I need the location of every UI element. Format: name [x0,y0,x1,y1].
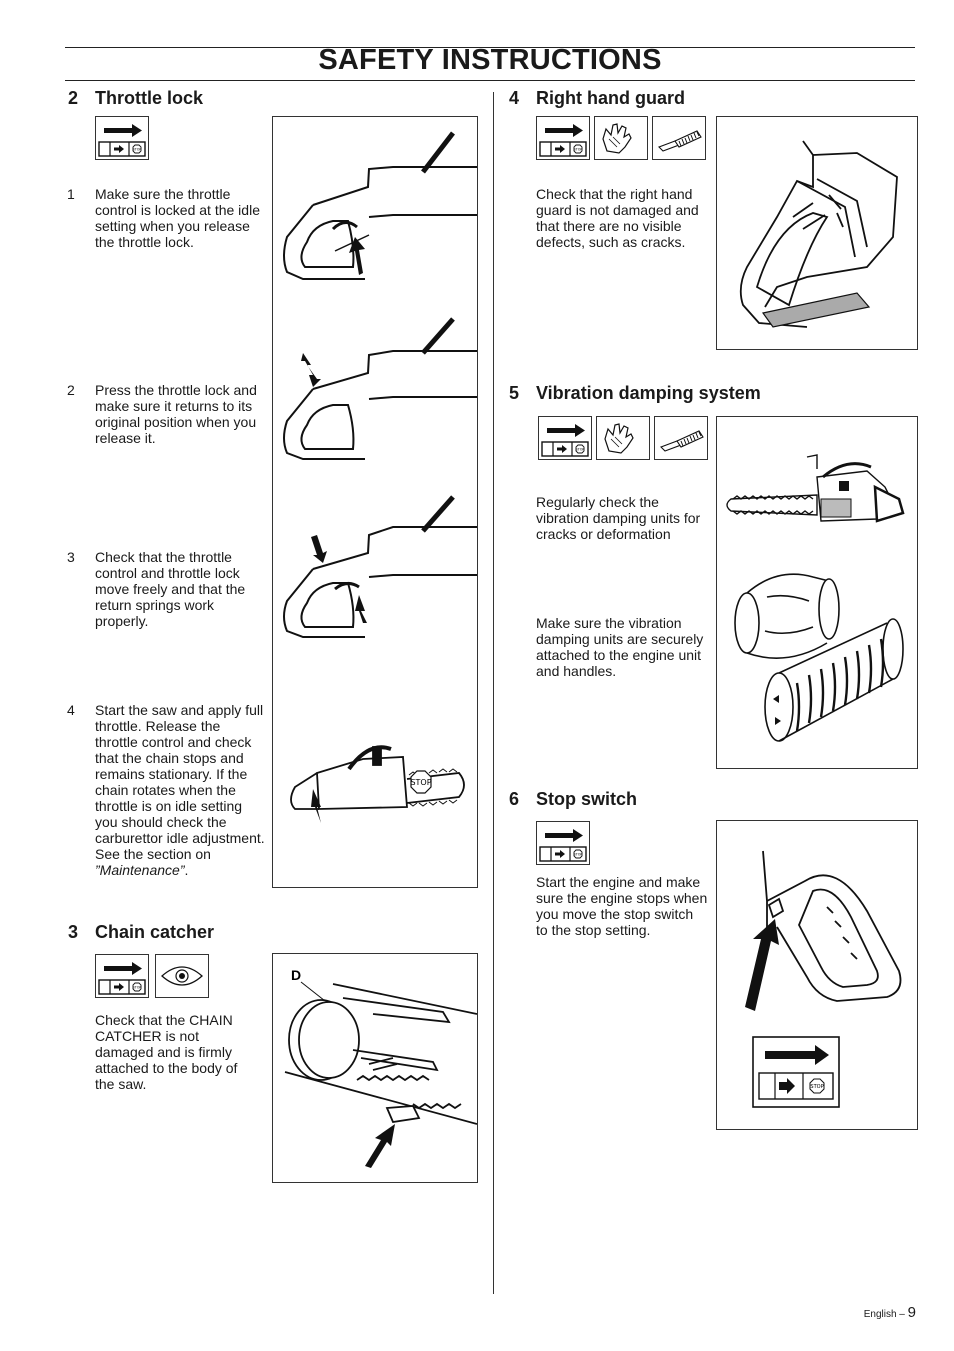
vibration-text-1: Regularly check the vibration damping units for cracks or deformation [536,494,701,542]
step-number: 3 [67,549,75,565]
up-down-arrow-icon [301,353,321,387]
chain-catcher-part [387,1106,419,1122]
throttle-step-2 [67,382,265,446]
section-number: 2 [68,88,79,108]
engine-off-icon [96,117,148,159]
inspect-pictogram [155,954,209,998]
section-title: Throttle lock [95,88,204,108]
chainsaw-outline [727,455,903,521]
section-heading-chain-catcher [68,922,214,943]
damper-unit-2 [765,619,903,741]
throttle-illustrations [273,117,477,887]
rear-handle-illustration-1 [284,133,477,279]
step-number: 1 [67,186,75,202]
hand-guard-illustration [717,117,917,349]
damper-highlight [821,499,851,517]
right-hand-guard-figure [716,116,918,350]
glove-icon [595,117,647,159]
glove-icon [597,417,649,459]
vibration-figure [716,416,918,769]
footer-language: English – [863,1309,905,1320]
throttle-step-3 [67,549,265,629]
guard-shaded-area [763,293,869,327]
page-number: 9 [907,1304,916,1321]
section-number: 3 [68,922,79,942]
pointer-arrow-icon [365,1124,395,1168]
engine-off-icon [539,417,591,459]
step-text-end: . [184,862,189,878]
damper-unit-1 [735,574,839,658]
engine-off-pictogram [536,116,590,160]
brush-pictogram [652,116,706,160]
section-title: Right hand guard [536,88,685,108]
step-text: Press the throttle lock and make sure it returns to its original position when you release it. [95,382,257,446]
brush-icon [655,417,707,459]
section-title: Stop switch [536,789,638,809]
engine-off-pictogram [538,416,592,460]
step-number: 2 [67,382,75,398]
section-title: Chain catcher [95,922,215,942]
engine-off-pictogram [95,116,149,160]
section-number: 6 [509,789,520,809]
rear-handle-illustration-2 [284,319,477,459]
step-text: Start the saw and apply full throttle. Release the throttle control and check that the chain stops and remains stationary. If the chain rotates when the throttle is on idle setting you should check the carburettor idle adjustment. See the section on [95,702,265,862]
engine-off-icon [537,822,589,864]
page-title: SAFETY INSTRUCTIONS [318,44,662,76]
column-divider [493,92,494,1294]
stop-switch-part [769,899,783,917]
engine-off-icon [537,117,589,159]
brush-icon [653,117,705,159]
section-heading-right-hand-guard [509,88,685,109]
throttle-lock-figure [272,116,478,888]
stop-pictogram-box [753,1037,839,1107]
gloves-pictogram [594,116,648,160]
stop-switch-text: Start the engine and make sure the engine stops when you move the stop switch to the stop setting. [536,874,708,938]
gloves-pictogram [596,416,650,460]
right-hand-guard-text: Check that the right hand guard is not damaged and that there are no visible defects, such as cracks. [536,186,699,250]
eye-icon [156,955,208,997]
damper-marker [839,481,849,491]
step-text: Check that the throttle control and throttle lock move freely and that the return springs work properly. [95,549,246,629]
page-footer [864,1304,916,1321]
engine-off-pictogram [95,954,149,998]
stop-switch-figure [716,820,918,1130]
vibration-illustration [717,417,917,768]
section-title: Vibration damping system [536,383,761,403]
throttle-arrow-icon [311,789,321,823]
small-up-down-arrow-icon [355,595,367,623]
section-heading-throttle-lock [68,88,203,109]
engine-off-pictogram [536,821,590,865]
section-heading-stop-switch [509,789,637,810]
stop-sign-text: STOP [410,778,432,787]
down-arrow-icon [311,535,327,563]
engine-off-icon [96,955,148,997]
vibration-text-2: Make sure the vibration damping units are securely attached to the engine unit and handles. [536,615,704,679]
chain-catcher-figure [272,953,478,1183]
throttle-step-1 [67,186,265,250]
maintenance-reference: ”Maintenance” [95,862,185,878]
stop-symbol-text: STOP [810,1084,824,1090]
rear-handle-illustration-3 [284,497,477,637]
section-number: 5 [509,383,520,403]
stop-switch-illustration [717,821,917,1129]
section-heading-vibration [509,383,761,404]
section-number: 4 [509,88,520,108]
chain-catcher-illustration [273,954,477,1182]
figure-label-d: D [291,967,302,983]
step-text: Make sure the throttle control is locked at the idle setting when you release the throttle lock. [95,186,260,250]
step-number: 4 [67,702,75,718]
chain-catcher-text: Check that the CHAIN CATCHER is not damaged and is firmly attached to the body of the saw. [95,1012,238,1092]
title-underline [65,80,915,81]
throttle-step-4 [67,702,265,878]
brush-pictogram [654,416,708,460]
pointer-arrow-icon [745,919,779,1011]
